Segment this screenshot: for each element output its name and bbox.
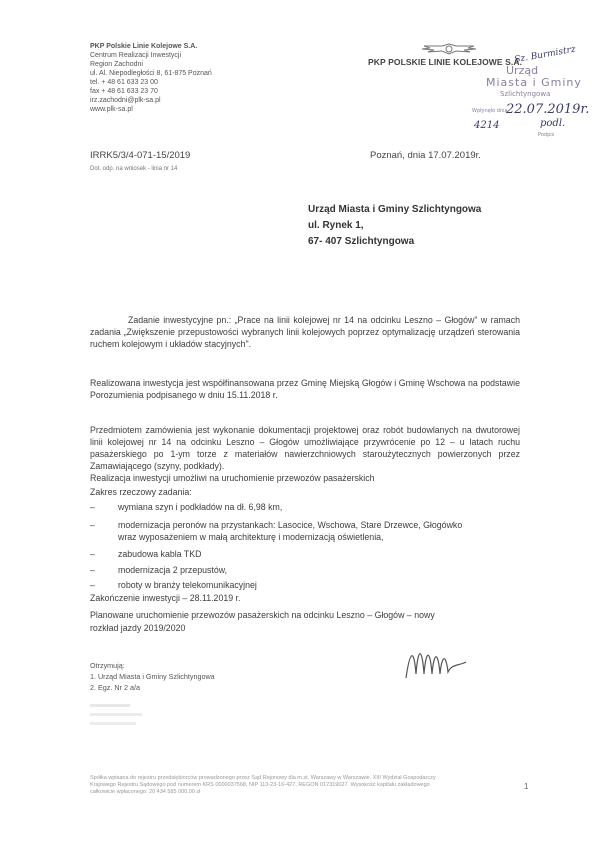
distribution-label: Otrzymują: <box>90 661 125 670</box>
stamp-handwritten-note: Sz. Burmistrz <box>513 44 577 66</box>
company-header: PKP POLSKIE LINIE KOLEJOWE S.A. <box>368 57 523 67</box>
stamp-podpis-label: Podpis <box>538 132 555 138</box>
stamp-initials: podl. <box>540 118 566 129</box>
footer-line-1: Spółka wpisana do rejestru przedsiębiorców prowadzonego przez Sąd Rejonowy dla m.st. Warszawy w Warszawie, XIII Wydział Gospodarczy <box>90 775 436 781</box>
sender-website: www.plk-sa.pl <box>90 106 133 113</box>
recipient-city: 67- 407 Szlichtyngowa <box>308 236 415 247</box>
completion-line: Zakończenie inwestycji – 28.11.2019 r. <box>90 593 241 603</box>
date-line: Poznań, dnia 17.07.2019r. <box>370 150 481 161</box>
sender-phone: tel. + 48 61 633 23 00 <box>90 79 158 86</box>
signature-image <box>402 640 472 684</box>
scope-label: Zakres rzeczowy zadania: <box>90 487 192 497</box>
footer-line-2: Krajowego Rejestru Sądowego pod numerem KRS 0000037568, NIP 113-23-16-427, REGON 017319027. Wysokość kapitału zakładowego <box>90 782 430 788</box>
pkp-wings-logo <box>420 42 478 56</box>
recipient-street: ul. Rynek 1, <box>308 220 364 231</box>
distribution-item: 1. Urząd Miasta i Gminy Szlichtyngowa <box>90 672 215 681</box>
sender-unit: Centrum Realizacji Inwestycji <box>90 52 182 59</box>
paragraph-task: Zadanie inwestycyjne pn.: „Prace na linii kolejowej nr 14 na odcinku Leszno – Głogów" w ramach zadania „Zwiększenie przepustowości wybranych linii kolejowych poprzez optymalizację urządzeń sterowania ruchem kolejowym i układów stacyjnych". <box>90 315 520 349</box>
reference-note: Dot. odp. na wniosek - linia nr 14 <box>90 166 178 172</box>
received-stamp <box>472 44 590 138</box>
stamp-received-label: Wpłynęło dnia <box>472 108 508 114</box>
stamp-line-1: Urząd <box>506 64 539 77</box>
sender-company: PKP Polskie Linie Kolejowe S.A. <box>90 43 198 50</box>
stamp-line-2: Miasta i Gminy <box>486 76 582 89</box>
recipient-block <box>308 202 481 250</box>
sender-email: irz.zachodni@plk-sa.pl <box>90 97 161 104</box>
stamp-number: 4214 <box>474 120 500 131</box>
footer-line-3: całkowicie wpłaconego: 20 434 585 000,00 zł <box>90 789 201 795</box>
sender-address: ul. Al. Niepodległości 8, 61-875 Poznań <box>90 70 212 77</box>
page-number: 1 <box>524 782 529 791</box>
distribution-block <box>90 660 215 693</box>
footer-legal <box>90 775 510 796</box>
distribution-item: 2. Egz. Nr 2 a/a <box>90 683 140 692</box>
sender-fax: fax + 48 61 633 23 70 <box>90 88 158 95</box>
stamp-received-date: 22.07.2019r. <box>506 102 590 117</box>
recipient-name: Urząd Miasta i Gminy Szlichtyngowa <box>308 204 482 215</box>
planned-start-line-2: rozkład jazdy 2019/2020 <box>90 623 186 633</box>
stamp-line-3: Szlichtyngowa <box>500 90 551 98</box>
paragraph-realization: Realizacja inwestycji umożliwi na uruchomienie przewozów pasażerskich <box>90 473 375 483</box>
reference-number: IRRK5/3/4-071-15/2019 <box>90 150 191 161</box>
sender-block <box>90 42 290 114</box>
faded-text-block <box>90 704 150 725</box>
sender-region: Region Zachodni <box>90 61 143 68</box>
planned-start-line-1: Planowane uruchomienie przewozów pasażerskich na odcinku Leszno – Głogów – nowy <box>90 610 435 620</box>
paragraph-financing: Realizowana inwestycja jest współfinansowana przez Gminę Miejską Głogów i Gminę Wschowa na podstawie Porozumienia podpisanego w dniu 15.11.2018 r. <box>90 378 520 400</box>
paragraph-subject: Przedmiotem zamówienia jest wykonanie dokumentacji projektowej oraz robót budowlanych na dwutorowej linii kolejowej nr 14 na odcinku Leszno – Głogów umożliwiające przywrócenie po 12 – u latach ruchu pasażerskiego po 1-ym torze z materiałów nawierzchniowych staroużytecznych powierzonych przez Zamawiającego (szyny, podkłady). <box>90 425 520 471</box>
